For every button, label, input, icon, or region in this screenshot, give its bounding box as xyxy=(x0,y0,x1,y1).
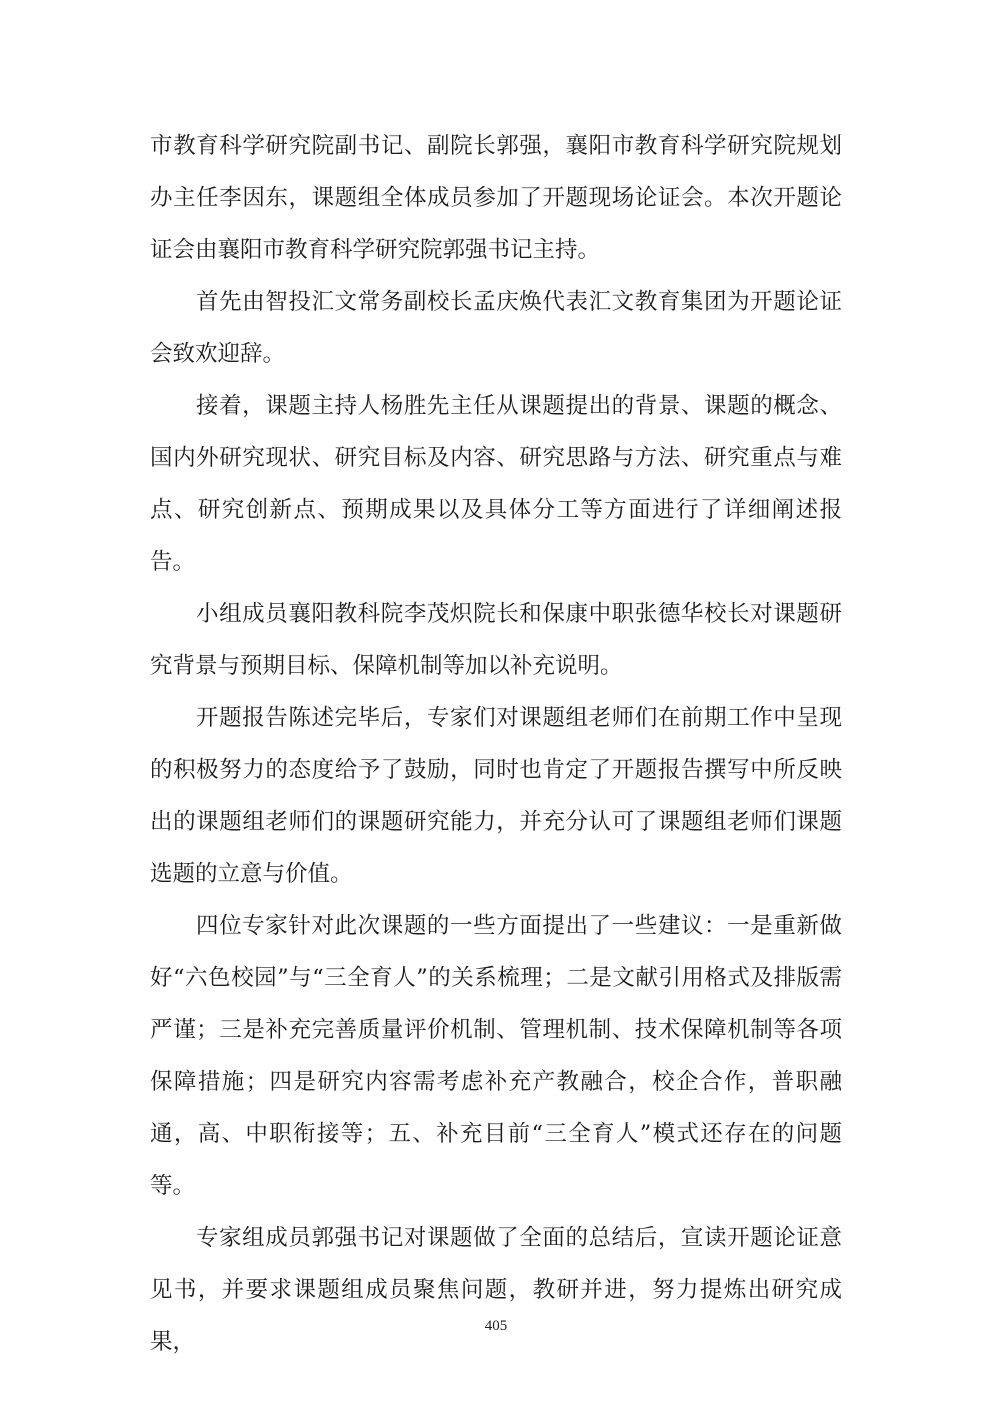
paragraph-continued: 市教育科学研究院副书记、副院长郭强，襄阳市教育科学研究院规划办主任李因东，课题组全体成员参加了开题现场论证会。本次开题论证会由襄阳市教育科学研究院郭强书记主持。 xyxy=(150,133,842,263)
document-body xyxy=(150,120,842,1368)
paragraph-summary: 专家组成员郭强书记对课题做了全面的总结后，宣读开题论证意见书，并要求课题组成员聚焦问题，教研并进，努力提炼出研究成果， xyxy=(150,1225,842,1355)
paragraph-welcome: 首先由智投汇文常务副校长孟庆焕代表汇文教育集团为开题论证会致欢迎辞。 xyxy=(150,289,842,367)
paragraph-expert-feedback: 开题报告陈述完毕后，专家们对课题组老师们在前期工作中呈现的积极努力的态度给予了鼓励，同时也肯定了开题报告撰写中所反映出的课题组老师们的课题研究能力，并充分认可了课题组老师们课题选题的立意与价值。 xyxy=(150,705,842,887)
paragraph-supplement: 小组成员襄阳教科院李茂炽院长和保康中职张德华校长对课题研究背景与预期目标、保障机制等加以补充说明。 xyxy=(150,601,842,679)
paragraph-report: 接着，课题主持人杨胜先主任从课题提出的背景、课题的概念、国内外研究现状、研究目标及内容、研究思路与方法、研究重点与难点、研究创新点、预期成果以及具体分工等方面进行了详细阐述报告。 xyxy=(150,393,842,575)
page-number: 405 xyxy=(484,1318,508,1334)
paragraph-suggestions: 四位专家针对此次课题的一些方面提出了一些建议：一是重新做好“六色校园”与“三全育人”的关系梳理；二是文献引用格式及排版需严谨；三是补充完善质量评价机制、管理机制、技术保障机制等各项保障措施；四是研究内容需考虑补充产教融合，校企合作，普职融通，高、中职衔接等；五、补充目前“三全育人”模式还存在的问题等。 xyxy=(150,913,842,1199)
